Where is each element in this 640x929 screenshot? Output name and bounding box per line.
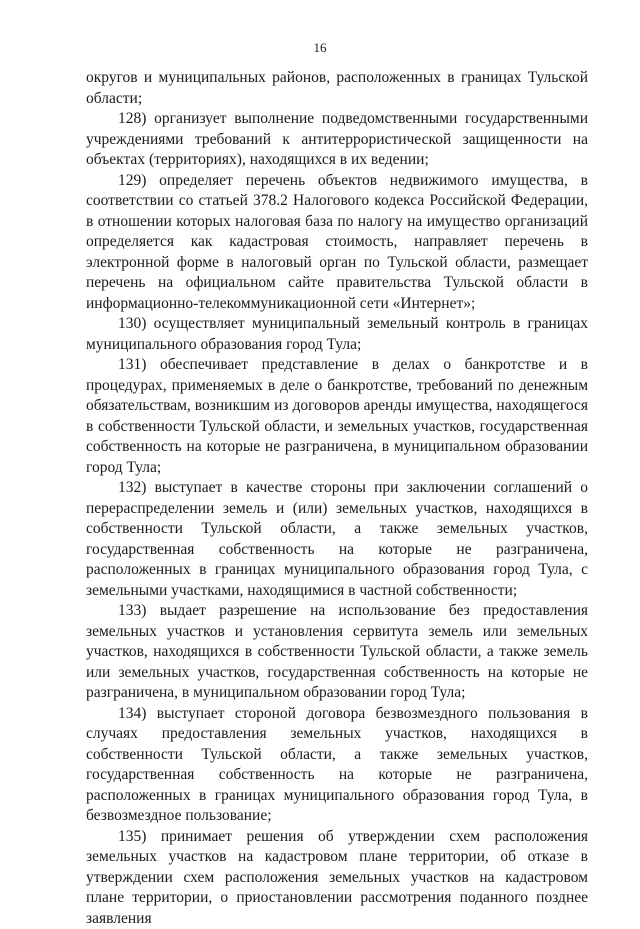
paragraph-item-130: 130) осуществляет муниципальный земельный контроль в границах муниципального образования город Тула; [86,314,588,355]
paragraph-continuation: округов и муниципальных районов, расположенных в границах Тульской области; [86,68,588,109]
paragraph-item-128: 128) организует выполнение подведомственными государственными учреждениями требований к антитеррористической защищенности на объектах (территориях), находящихся в их ведении; [86,109,588,171]
document-body [86,68,588,929]
paragraph-item-131: 131) обеспечивает представление в делах о банкротстве и в процедурах, применяемых в деле о банкротстве, требований по денежным обязательствам, возникшим из договоров аренды имущества, находящегося в собственности Тульской области, и земельных участков, государственная собственность на которые не разграничена, в муниципальном образовании город Тула; [86,355,588,478]
paragraph-item-129: 129) определяет перечень объектов недвижимого имущества, в соответствии со статьей 378.2 Налогового кодекса Российской Федерации, в отношении которых налоговая база по налогу на имущество организаций определяется как кадастровая стоимость, направляет перечень в электронной форме в налоговый орган по Тульской области, размещает перечень на официальном сайте правительства Тульской области в информационно-телекоммуникационной сети «Интернет»; [86,171,588,315]
paragraph-item-133: 133) выдает разрешение на использование без предоставления земельных участков и установления сервитута земель или земельных участков, находящихся в собственности Тульской области, а также земель или земельных участков, государственная собственность на которые не разграничена, в муниципальном образовании город Тула; [86,601,588,704]
paragraph-item-134: 134) выступает стороной договора безвозмездного пользования в случаях предоставления земельных участков, находящихся в собственности Тульской области, а также земельных участков, государственная собственность на которые не разграничена, расположенных в границах муниципального образования город Тула, в безвозмездное пользование; [86,704,588,827]
paragraph-item-132: 132) выступает в качестве стороны при заключении соглашений о перераспределении земель и (или) земельных участков, находящихся в собственности Тульской области, а также земельных участков, государственная собственность на которые не разграничена, расположенных в границах муниципального образования город Тула, с земельными участками, находящимися в частной собственности; [86,478,588,601]
page-number: 16 [0,40,640,56]
paragraph-item-135: 135) принимает решения об утверждении схем расположения земельных участков на кадастровом плане территории, об отказе в утверждении схем расположения земельных участков на кадастровом плане территории, о приостановлении рассмотрения поданного позднее заявления [86,827,588,929]
